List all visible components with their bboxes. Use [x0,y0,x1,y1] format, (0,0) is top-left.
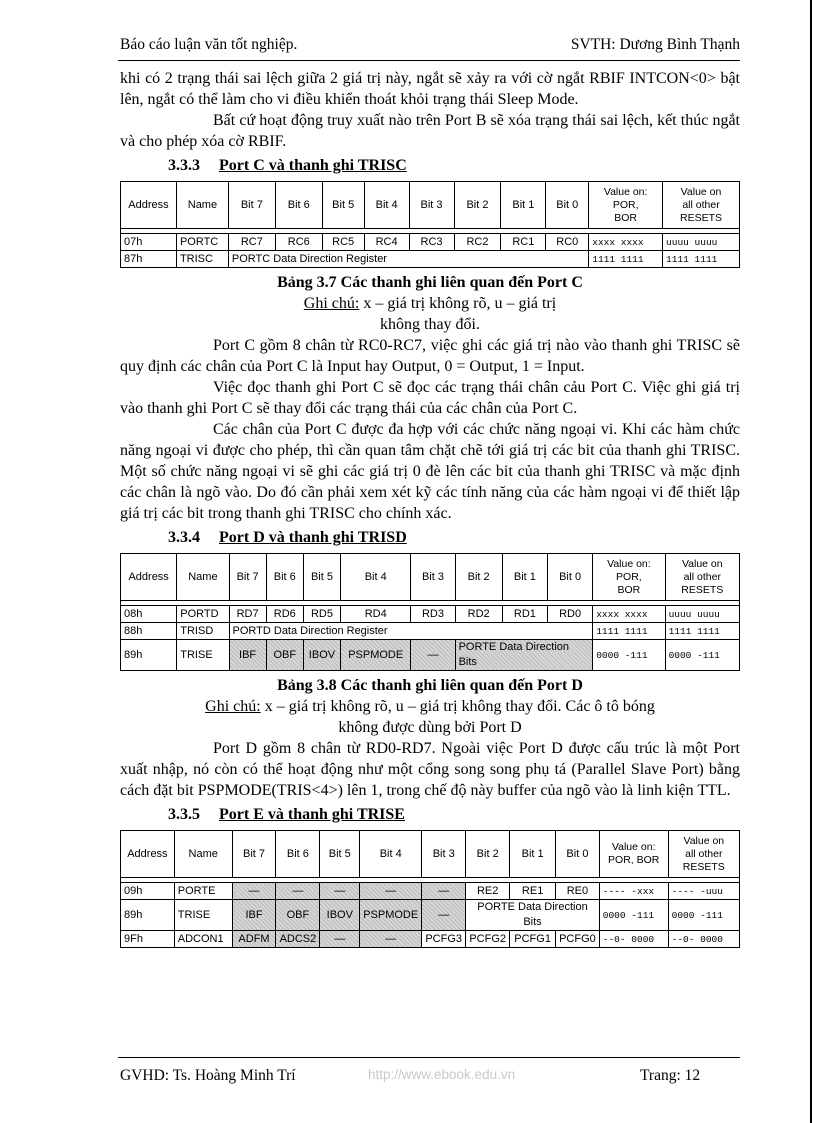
shaded-cell: IBF [232,900,276,931]
col-header: Bit 4 [364,182,409,229]
page-right-border [810,0,812,1123]
header-line: BOR [617,583,641,596]
cell: RE1 [510,883,556,900]
col-header: Bit 3 [422,831,466,878]
col-header: Bit 2 [455,554,502,601]
section-heading-3-3-3 [168,155,740,176]
table-note [120,293,740,335]
cell: ---- -uuu [668,883,739,900]
cell: RE0 [556,883,600,900]
shaded-cell: IBOV [303,640,340,671]
col-header: Bit 0 [556,831,600,878]
cell: RD7 [229,606,266,623]
col-header: Address [121,831,175,878]
cell: 0000 -111 [665,640,739,671]
col-header: Bit 1 [510,831,556,878]
table-header-row [121,831,740,878]
header-line: Value on: [607,557,651,570]
shaded-cell: PSPMODE [341,640,411,671]
cell: PORTE Data Direction Bits [466,900,600,931]
col-header: Bit 1 [502,554,547,601]
col-header: Bit 4 [360,831,422,878]
col-header: Bit 2 [454,182,501,229]
cell: RD3 [411,606,455,623]
cell: TRISE [174,900,232,931]
note-text: x – giá trị không rõ, u – giá trị không thay đổi. Các ô tô bóng [260,698,655,715]
cell: RD6 [266,606,303,623]
col-header-other [668,831,739,878]
cell: 9Fh [121,931,175,948]
shaded-cell: ADFM [232,931,276,948]
cell: 09h [121,883,175,900]
paragraph: khi có 2 trạng thái sai lệch giữa 2 giá trị này, ngắt sẽ xảy ra với cờ ngắt RBIF INTCON<0> bật lên, ngắt có thể làm cho vi điều khiển thoát khỏi trạng thái Sleep Mode. [120,70,740,108]
note-label: Ghi chú: [205,698,261,715]
cell: PORTD [177,606,229,623]
cell: PORTE [174,883,232,900]
table-row [121,251,740,268]
cell: RD0 [548,606,593,623]
section-number: 3.3.5 [168,806,200,823]
col-header: Bit 7 [228,182,275,229]
header-line: POR, BOR [608,854,660,866]
col-header-other [665,554,739,601]
header-line: Value on [681,557,723,570]
cell: xxxx xxxx [593,606,665,623]
header-line: BOR [614,211,638,224]
cell: PCFG0 [556,931,600,948]
cell: RD2 [455,606,502,623]
shaded-cell: — [360,883,422,900]
shaded-cell: — [360,931,422,948]
footer-watermark-url[interactable]: http://www.ebook.edu.vn [368,1067,516,1082]
cell: RE2 [466,883,510,900]
cell: 1111 1111 [589,251,663,268]
header-line: RESETS [682,860,725,873]
shaded-cell: — [276,883,320,900]
register-table-port-e [120,830,740,948]
header-line: all other [683,570,721,583]
table-note [120,696,740,738]
cell: ADCON1 [174,931,232,948]
cell: 89h [121,900,175,931]
paragraph: Port C gồm 8 chân từ RC0-RC7, việc ghi các giá trị nào vào thanh ghi TRISC sẽ quy định các chân của Port C là Input hay Output, 0 = Output, 1 = Input. [120,337,740,375]
paragraph: Việc đọc thanh ghi Port C sẽ đọc các trạng thái chân cảu Port C. Việc ghi giá trị vào thanh ghi Port C sẽ thay đổi các trạng thái của các chân của Port C. [120,379,740,417]
shaded-cell: — [320,931,360,948]
cell: 87h [121,251,177,268]
cell: 07h [121,234,177,251]
col-header: Address [121,182,177,229]
col-header: Bit 0 [546,182,589,229]
cell: 08h [121,606,177,623]
cell: RD1 [502,606,547,623]
cell: 0000 -111 [599,900,668,931]
shaded-cell: IBOV [320,900,360,931]
header-line: RESETS [681,583,724,596]
section-title: Port C và thanh ghi TRISC [219,157,407,174]
cell: 0000 -111 [668,900,739,931]
col-header: Name [177,554,229,601]
cell: TRISD [177,623,229,640]
table-row [121,234,740,251]
cell: RC5 [322,234,364,251]
register-table-port-c [120,181,740,268]
col-header-por [589,182,663,229]
table-header-row [121,554,740,601]
col-header: Bit 3 [409,182,454,229]
col-header: Bit 5 [303,554,340,601]
col-header: Name [174,831,232,878]
col-header: Address [121,554,177,601]
section-number: 3.3.4 [168,529,200,546]
header-line: all other [682,198,720,211]
cell: PORTC Data Direction Register [228,251,588,268]
shaded-cell: — [320,883,360,900]
col-header: Bit 0 [548,554,593,601]
section-heading-3-3-5 [168,804,740,825]
note-text: không thay đổi. [380,316,480,333]
cell: 1111 1111 [663,251,740,268]
cell: TRISE [177,640,229,671]
shaded-cell: — [232,883,276,900]
col-header-por [599,831,668,878]
page-content [120,68,740,948]
shaded-cell: OBF [266,640,303,671]
shaded-cell: PORTE Data Direction Bits [455,640,593,671]
shaded-cell: IBF [229,640,266,671]
page-header [120,36,740,54]
paragraph: Bất cứ hoạt động truy xuất nào trên Port B sẽ xóa trạng thái sai lệch, kết thúc ngắt và cho phép xóa cờ RBIF. [120,112,740,150]
cell: ---- -xxx [599,883,668,900]
page-number: Trang: 12 [640,1067,701,1084]
col-header: Bit 3 [411,554,455,601]
header-line: Value on: [603,185,648,198]
table-row [121,931,740,948]
cell: RC2 [454,234,501,251]
header-line: RESETS [680,211,723,224]
col-header-other [663,182,740,229]
cell: uuuu uuuu [665,606,739,623]
section-heading-3-3-4 [168,527,740,548]
table-row [121,606,740,623]
cell: RC1 [501,234,546,251]
table-caption: Bảng 3.8 Các thanh ghi liên quan đến Port D [277,677,583,694]
header-right: SVTH: Dương Bình Thạnh [570,36,740,53]
cell: RC0 [546,234,589,251]
cell: 1111 1111 [665,623,739,640]
cell: xxxx xxxx [589,234,663,251]
cell: RC6 [275,234,322,251]
cell: RD5 [303,606,340,623]
header-divider [118,60,740,61]
note-text: x – giá trị không rõ, u – giá trị [359,295,557,312]
col-header: Bit 6 [276,831,320,878]
table-caption: Bảng 3.7 Các thanh ghi liên quan đến Port C [277,274,583,291]
shaded-cell: — [411,640,455,671]
shaded-cell: — [422,883,466,900]
col-header: Bit 5 [322,182,364,229]
section-title: Port E và thanh ghi TRISE [219,806,405,823]
table-row [121,883,740,900]
cell: RC7 [228,234,275,251]
note-label: Ghi chú: [303,295,360,312]
cell: RC3 [409,234,454,251]
cell: PCFG2 [466,931,510,948]
shaded-cell: PSPMODE [360,900,422,931]
header-line: all other [685,847,723,860]
cell: 89h [121,640,177,671]
cell: RC4 [364,234,409,251]
header-line: POR, [616,570,642,583]
paragraph: Các chân của Port C được đa hợp với các chức năng ngoại vi. Khi các hàm chức năng ngoại vi được cho phép, thì cần quan tâm chặt chẽ tới giá trị các bit của thanh ghi TRISC. Một số chức năng ngoại vi sẽ ghi các giá trị 0 đè lên các bit của thanh ghi TRISC và mặc định các chân là ngõ vào. Do đó cần phải xem xét kỹ các tính năng của các hàm ngoại vi để thiết lập giá trị các bit trong thanh ghi TRISC cho chính xác. [120,421,740,522]
cell: 88h [121,623,177,640]
table-header-row [121,182,740,229]
header-line: Value on: [611,841,656,853]
col-header: Bit 6 [266,554,303,601]
col-header: Name [176,182,228,229]
header-line: Value on [680,185,722,198]
table-row [121,623,740,640]
col-header: Bit 4 [341,554,411,601]
shaded-cell: ADCS2 [276,931,320,948]
col-header: Bit 7 [229,554,266,601]
footer-left: GVHD: Ts. Hoàng Minh Trí [120,1067,296,1084]
header-line: POR, [612,198,639,211]
header-line: Value on [683,834,725,847]
cell: 1111 1111 [593,623,665,640]
table-row [121,640,740,671]
section-title: Port D và thanh ghi TRISD [219,529,407,546]
col-header: Bit 2 [466,831,510,878]
page-footer [120,1067,740,1085]
col-header-por [593,554,665,601]
cell: PORTD Data Direction Register [229,623,593,640]
footer-divider [118,1057,740,1058]
header-left: Báo cáo luận văn tốt nghiệp. [120,36,298,53]
cell: uuuu uuuu [663,234,740,251]
col-header: Bit 7 [232,831,276,878]
table-row [121,900,740,931]
shaded-cell: OBF [276,900,320,931]
cell: RD4 [341,606,411,623]
cell: PCFG1 [510,931,556,948]
cell: 0000 -111 [593,640,665,671]
col-header: Bit 1 [501,182,546,229]
cell: TRISC [176,251,228,268]
cell: --0- 0000 [668,931,739,948]
register-table-port-d [120,553,740,671]
shaded-cell: — [422,900,466,931]
cell: PCFG3 [422,931,466,948]
paragraph: Port D gồm 8 chân từ RD0-RD7. Ngoài việc Port D được cấu trúc là một Port xuất nhập, nó còn có thể hoạt động như một cổng song song phụ tá (Parallel Slave Port) bằng cách đặt bit PSPMODE(TRIS<4>) lên 1, trong chế độ này buffer của ngõ vào là linh kiện TTL. [120,740,740,799]
section-number: 3.3.3 [168,157,200,174]
col-header: Bit 5 [320,831,360,878]
cell: PORTC [176,234,228,251]
col-header: Bit 6 [275,182,322,229]
note-text: không được dùng bởi Port D [338,719,522,736]
cell: --0- 0000 [599,931,668,948]
